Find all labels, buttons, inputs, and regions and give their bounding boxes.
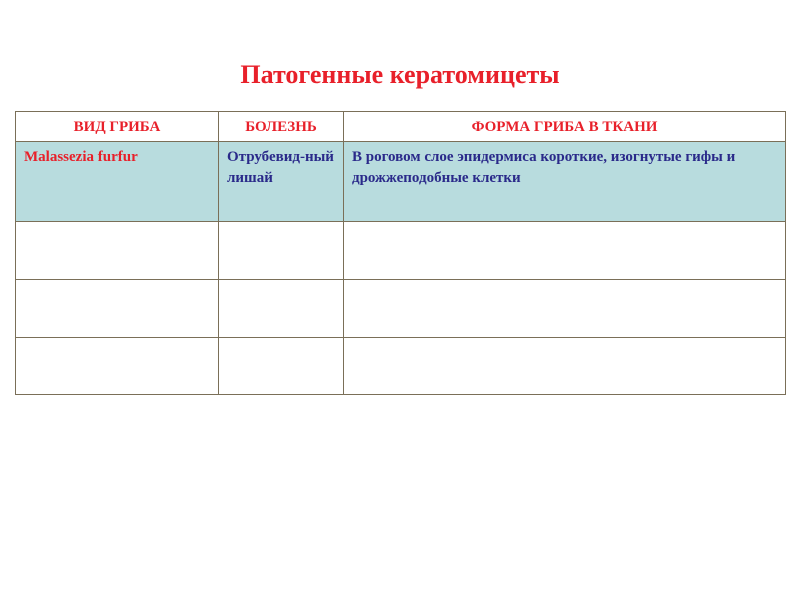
header-tissue-form: ФОРМА ГРИБА В ТКАНИ — [344, 112, 786, 142]
table-row — [16, 280, 786, 338]
cell-tissue-form — [344, 222, 786, 280]
cell-species — [16, 338, 219, 395]
header-species: ВИД ГРИБА — [16, 112, 219, 142]
cell-disease — [219, 280, 344, 338]
cell-species — [16, 222, 219, 280]
cell-disease: Отрубевид-ный лишай — [219, 142, 344, 222]
cell-tissue-form — [344, 280, 786, 338]
table-row — [16, 142, 786, 222]
keratomycetes-table — [15, 111, 786, 395]
cell-disease — [219, 338, 344, 395]
cell-tissue-form — [344, 338, 786, 395]
table-header-row — [16, 112, 786, 142]
cell-species — [16, 280, 219, 338]
slide-title: Патогенные кератомицеты — [240, 60, 560, 89]
cell-species: Malassezia furfur — [16, 142, 219, 222]
cell-disease — [219, 222, 344, 280]
table-row — [16, 222, 786, 280]
cell-tissue-form: В роговом слое эпидермиса короткие, изогнутые гифы и дрожжеподобные клетки — [344, 142, 786, 222]
table-row — [16, 338, 786, 395]
header-disease: БОЛЕЗНЬ — [219, 112, 344, 142]
